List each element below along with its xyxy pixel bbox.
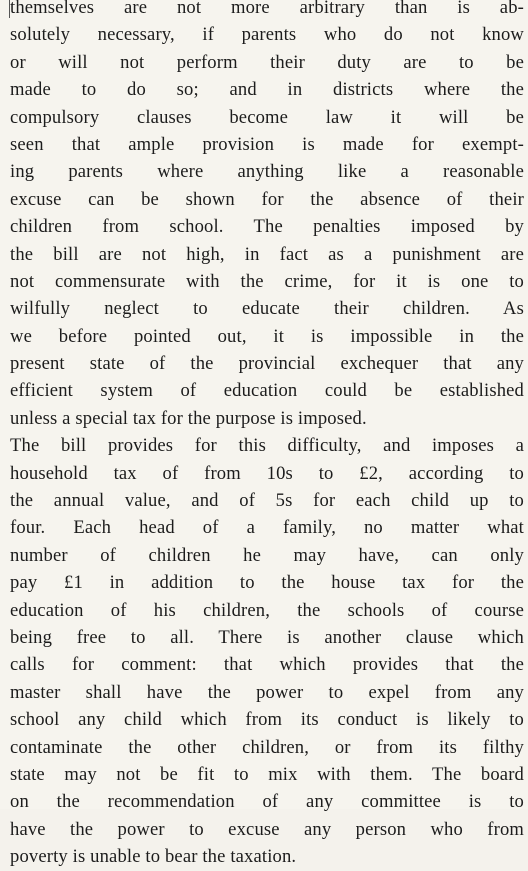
text-line: ing parents where anything like a reasonable xyxy=(10,161,524,183)
text-line: contaminate the other children, or from its filthy xyxy=(10,736,524,758)
text-line: on the recommendation of any committee is to xyxy=(10,791,524,813)
text-line: unless a special tax for the purpose is imposed. xyxy=(10,407,367,429)
text-line: The bill provides for this difficulty, and imposes a xyxy=(10,435,524,457)
text-line: four. Each head of a family, no matter what xyxy=(10,517,524,539)
text-line: or will not perform their duty are to be xyxy=(10,51,524,73)
text-line: pay £1 in addition to the house tax for the xyxy=(10,572,524,594)
text-line: poverty is unable to bear the taxation. xyxy=(10,846,297,868)
text-line: seen that ample provision is made for exempt- xyxy=(10,133,524,155)
text-line: efficient system of education could be established xyxy=(10,380,524,402)
text-line: solutely necessary, if parents who do not know xyxy=(10,24,524,46)
text-line: not commensurate with the crime, for it is one to xyxy=(10,270,524,292)
text-line: themselves are not more arbitrary than is ab- xyxy=(10,0,524,18)
text-line: the bill are not high, in fact as a punishment are xyxy=(10,243,524,265)
text-line: household tax of from 10s to £2, according to xyxy=(10,462,524,484)
text-line: children from school. The penalties imposed by xyxy=(10,216,524,238)
article-column xyxy=(10,0,524,871)
text-line: the annual value, and of 5s for each child up to xyxy=(10,490,524,512)
text-line: master shall have the power to expel from any xyxy=(10,681,524,703)
text-line: compulsory clauses become law it will be xyxy=(10,106,524,128)
text-line: have the power to excuse any person who from xyxy=(10,818,524,840)
text-line: wilfully neglect to educate their children. As xyxy=(10,298,524,320)
text-line: state may not be fit to mix with them. The board xyxy=(10,763,524,785)
text-line: number of children he may have, can only xyxy=(10,544,524,566)
text-line: being free to all. There is another clause which xyxy=(10,626,524,648)
text-line: school any child which from its conduct is likely to xyxy=(10,709,524,731)
text-line: present state of the provincial exchequer that any xyxy=(10,353,524,375)
text-line: we before pointed out, it is impossible in the xyxy=(10,325,524,347)
text-line: calls for comment: that which provides that the xyxy=(10,654,524,676)
text-line: excuse can be shown for the absence of their xyxy=(10,188,524,210)
text-line: education of his children, the schools of course xyxy=(10,599,524,621)
text-line: made to do so; and in districts where the xyxy=(10,79,524,101)
